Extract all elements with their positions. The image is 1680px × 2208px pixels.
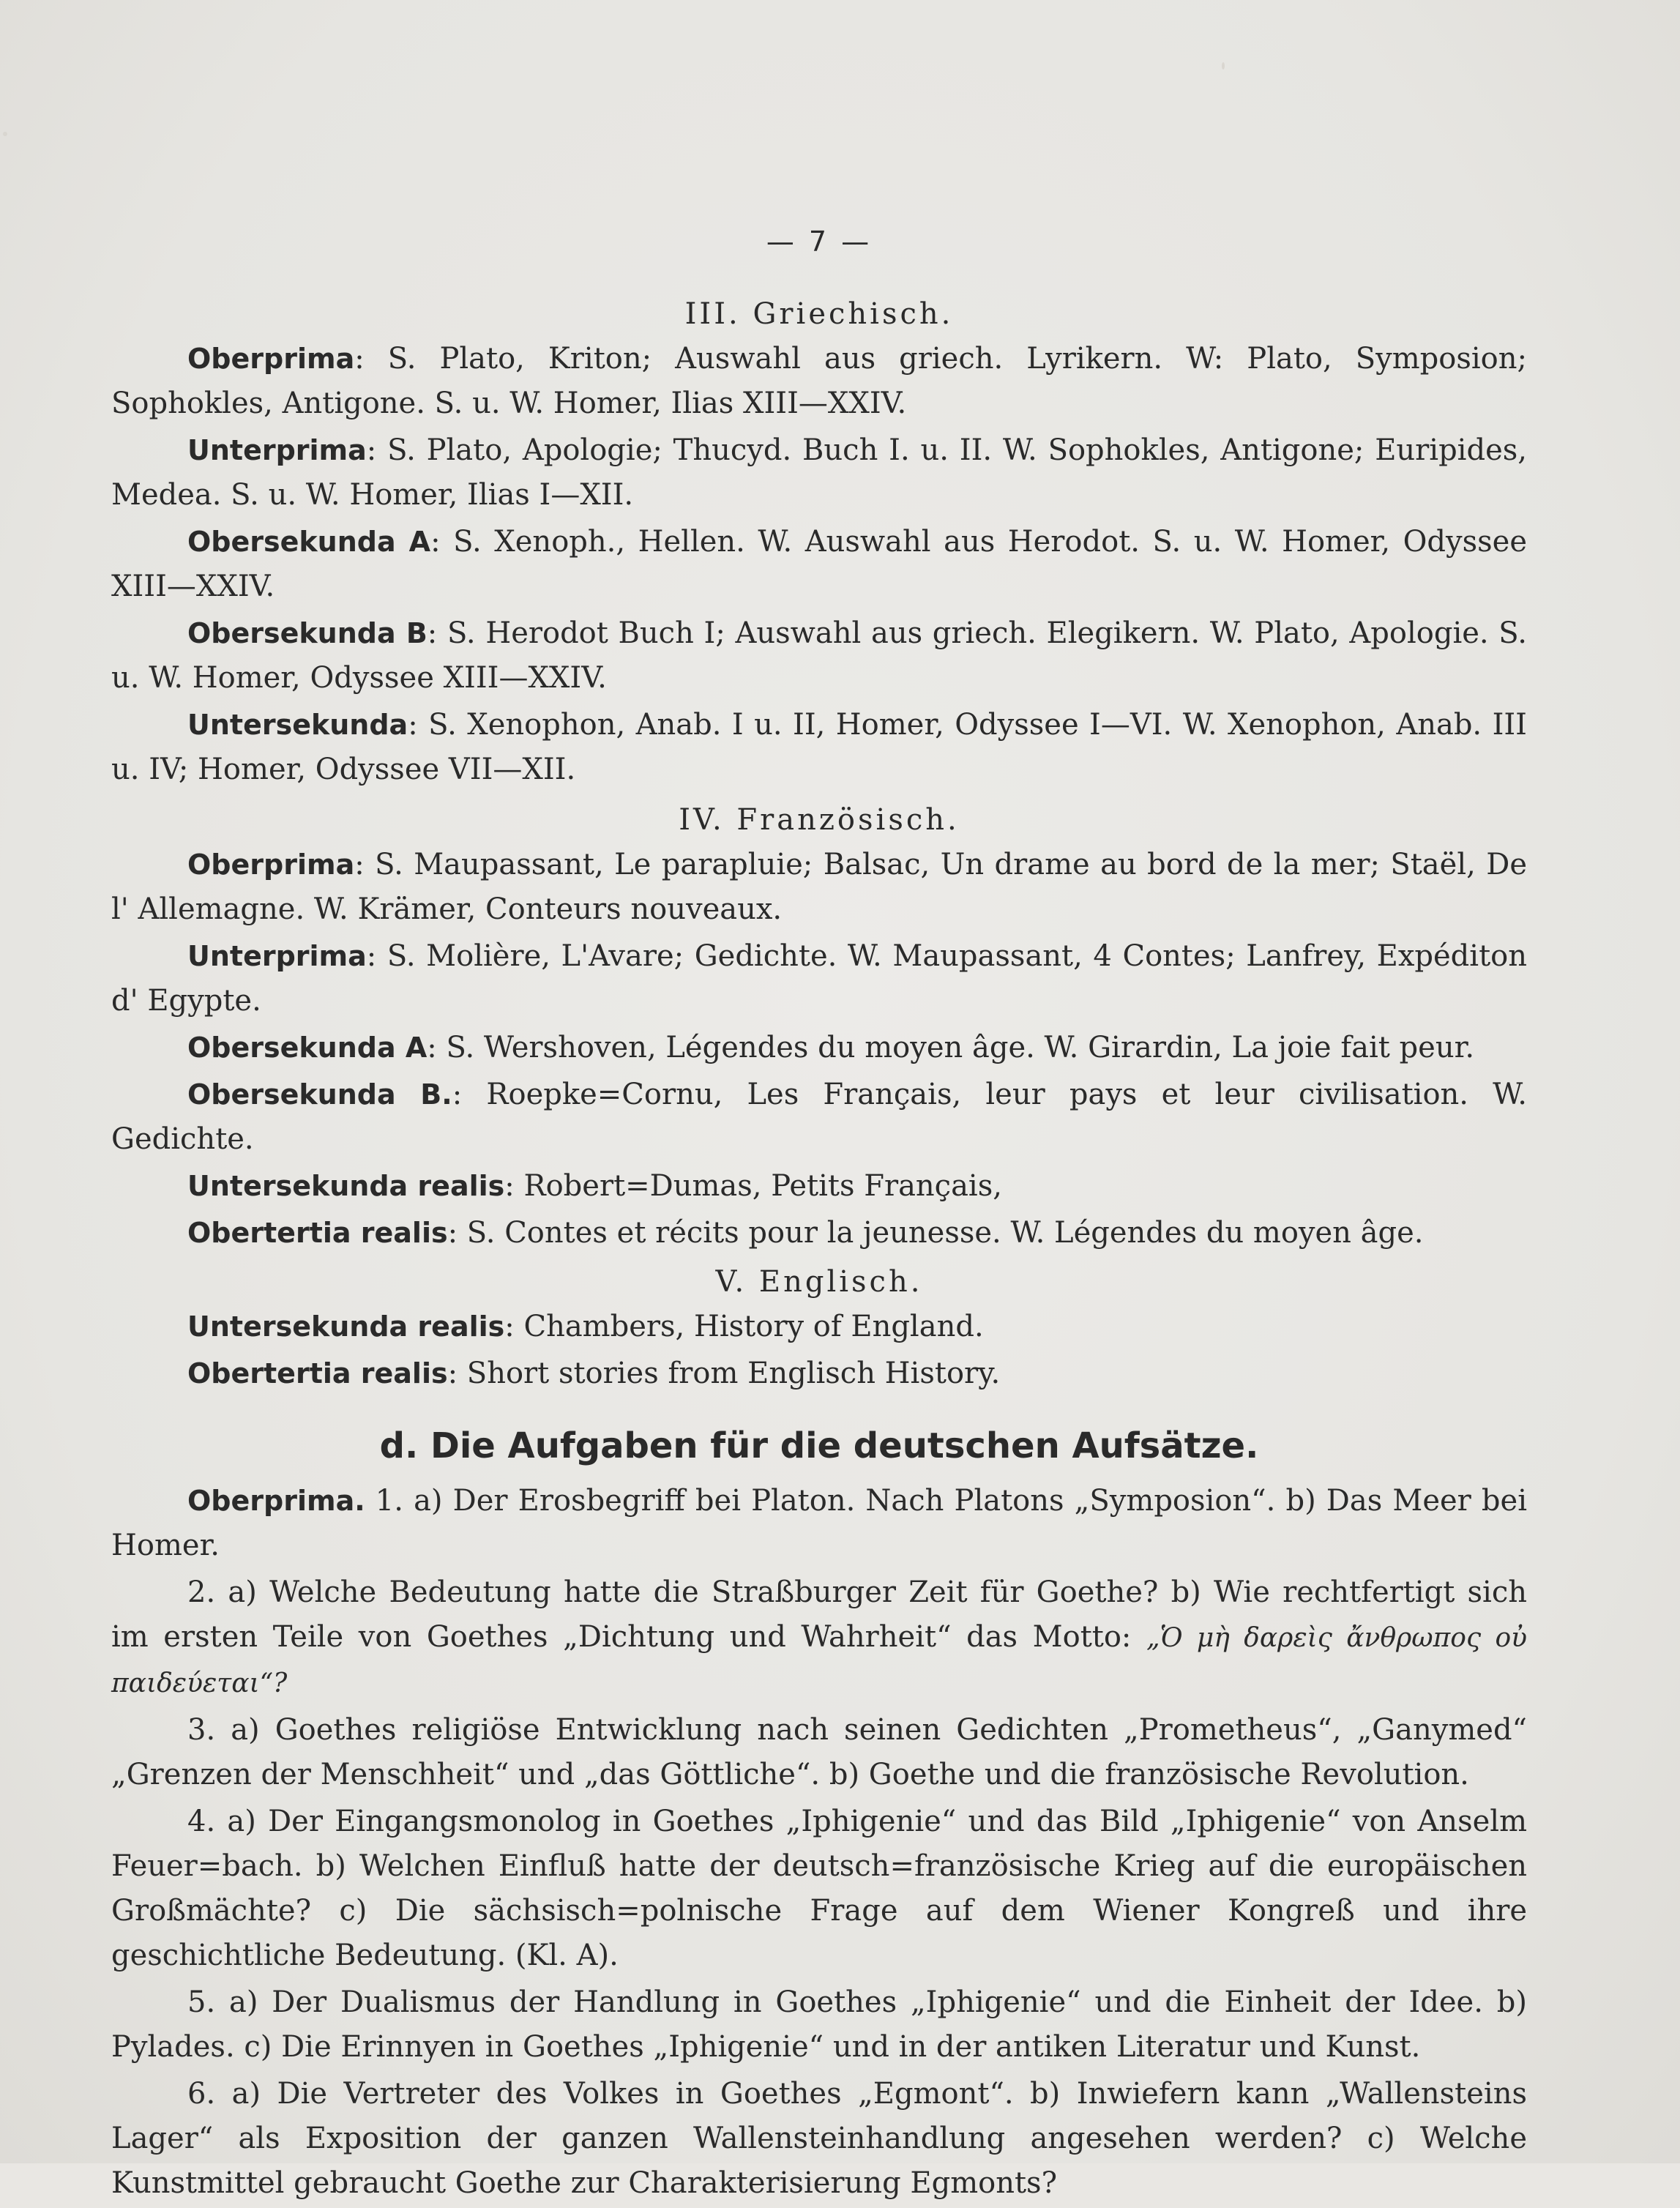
entry: [111, 428, 1527, 518]
entry: [111, 1073, 1527, 1162]
entry-sep: :: [504, 1310, 524, 1343]
paper-speck: [1222, 62, 1225, 70]
essay-text: 3. a) Goethes religiöse Entwicklung nach seinen Gedichten „Prometheus“, „Ganymed“ „Grenzen der Menschheit“ und „das Göttliche“. b) Goethe und die französische Revolution.: [111, 1713, 1527, 1791]
entry-sep: :: [408, 708, 429, 742]
entry: [111, 337, 1527, 426]
page-content: [111, 220, 1527, 2208]
entry-sep: :: [427, 1031, 447, 1064]
greek-motto: „Ὁ μὴ δαρεὶς ἄνθρωπος οὐ παιδεύεται“?: [111, 1623, 1528, 1698]
entry: [111, 1164, 1527, 1209]
entry-sep: :: [504, 1169, 524, 1203]
entry-sep: :: [447, 1216, 467, 1250]
entry-text: S. Xenoph., Hellen. W. Auswahl aus Herodot. S. u. W. Homer, Odyssee XIII—XXIV.: [111, 525, 1527, 603]
entry-text: S. Contes et récits pour la jeunesse. W. Légendes du moyen âge.: [466, 1216, 1424, 1250]
entry-sep: :: [447, 1357, 467, 1390]
entry-sep: :: [452, 1078, 487, 1111]
section-aufsaetze: [111, 1424, 1527, 2206]
section-griechisch: [111, 292, 1527, 792]
essay-text: 5. a) Der Dualismus der Handlung in Goethes „Iphigenie“ und die Einheit der Idee. b) Pylades. c) Die Erinnyen in Goethes „Iphigenie“ und in der antiken Literatur und Kunst.: [111, 1985, 1527, 2064]
entry-text: Robert=Dumas, Petits Français,: [523, 1169, 1002, 1203]
entry-label: Obersekunda A: [187, 526, 431, 558]
essays-label: Oberprima.: [187, 1485, 365, 1517]
essay-text: 1. a) Der Erosbegriff bei Platon. Nach Platons „Symposion“. b) Das Meer bei Homer.: [111, 1484, 1527, 1562]
entry-sep: :: [366, 939, 387, 973]
section-heading: III. Griechisch.: [684, 297, 954, 331]
section-franzoesisch: [111, 798, 1527, 1256]
essay-item: [111, 1570, 1527, 1706]
entry-sep: :: [366, 433, 388, 467]
essay-item: [111, 1980, 1527, 2070]
entry-label: Obertertia realis: [187, 1217, 448, 1249]
entry-label: Unterprima: [187, 434, 367, 466]
entry-label: Obersekunda A: [187, 1032, 428, 1064]
entry-text: S. Molière, L'Avare; Gedichte. W. Maupassant, 4 Contes; Lanfrey, Expéditon d' Egypte.: [111, 939, 1527, 1018]
entry-label: Untersekunda: [187, 709, 408, 741]
entry-label: Obersekunda B: [187, 617, 428, 649]
entry-sep: :: [430, 525, 454, 559]
section-heading: IV. Französisch.: [679, 803, 960, 837]
entry-text: Roepke=Cornu, Les Français, leur pays et leur civilisation. W. Gedichte.: [111, 1078, 1528, 1156]
entry-label: Obersekunda B.: [187, 1078, 452, 1111]
entry: [111, 520, 1527, 609]
entry: [111, 1305, 1527, 1349]
entry-text: S. Plato, Kriton; Auswahl aus griech. Lyrikern. W: Plato, Symposion; Sophokles, Antigone. S. u. W. Homer, Ilias XIII—XXIV.: [111, 342, 1527, 420]
entry-text: Short stories from Englisch History.: [466, 1357, 1001, 1390]
essay-text: 6. a) Die Vertreter des Volkes in Goethes „Egmont“. b) Inwiefern kann „Wallensteins Lager“ als Exposition der ganzen Wallensteinhandlung angesehen werden? c) Welche Kunstmittel gebraucht Goethe zur Charakterisierung Egmonts?: [111, 2077, 1527, 2200]
paper-speck: [3, 132, 7, 136]
entry-text: S. Wershoven, Légendes du moyen âge. W. Girardin, La joie fait peur.: [446, 1031, 1475, 1064]
entry-label: Unterprima: [187, 940, 367, 972]
entry: [111, 934, 1527, 1023]
entry-text: S. Herodot Buch I; Auswahl aus griech. Elegikern. W. Plato, Apologie. S. u. W. Homer, Odyssee XIII—XXIV.: [111, 616, 1527, 695]
entry-label: Oberprima: [187, 848, 355, 881]
entry-sep: :: [354, 848, 376, 881]
entry-label: Oberprima: [187, 343, 355, 375]
entry: [111, 1211, 1527, 1256]
essay-text: 4. a) Der Eingangsmonolog in Goethes „Iphigenie“ und das Bild „Iphigenie“ von Anselm Feuer=bach. b) Welchen Einfluß hatte der deutsch=französische Krieg auf die europäischen Großmächte? c) Die sächsisch=polnische Frage auf dem Wiener Kongreß und ihre geschichtliche Bedeutung. (Kl. A).: [111, 1805, 1527, 1972]
entry-sep: :: [427, 616, 447, 650]
page-number: — 7 —: [766, 225, 873, 258]
essay-item: [111, 1708, 1527, 1797]
entry-label: Obertertia realis: [187, 1357, 448, 1390]
entry-label: Untersekunda realis: [187, 1170, 505, 1202]
entry-label: Untersekunda realis: [187, 1310, 505, 1343]
entry-text: Chambers, History of England.: [523, 1310, 984, 1343]
essay-text: 2. a) Welche Bedeutung hatte die Straßburger Zeit für Goethe? b) Wie rechtfertigt sich im ersten Teile von Goethes „Dichtung und Wahrheit“ das Motto:: [111, 1575, 1527, 1654]
entry: [111, 611, 1527, 701]
entry: [111, 703, 1527, 792]
essay-item: [111, 2072, 1527, 2206]
section-englisch: [111, 1260, 1527, 1396]
entry: [111, 843, 1527, 932]
section-heading: V. Englisch.: [715, 1265, 923, 1299]
entry-sep: :: [354, 342, 388, 376]
essay-item: [111, 1799, 1527, 1978]
entry-text: S. Xenophon, Anab. I u. II, Homer, Odyssee I—VI. W. Xenophon, Anab. III u. IV; Homer, Odyssee VII—XII.: [111, 708, 1527, 786]
essay-item: [111, 1479, 1527, 1568]
entry: [111, 1351, 1527, 1396]
entry-text: S. Maupassant, Le parapluie; Balsac, Un drame au bord de la mer; Staël, De l' Allemagne. W. Krämer, Conteurs nouveaux.: [111, 848, 1527, 926]
entry-text: S. Plato, Apologie; Thucyd. Buch I. u. II. W. Sophokles, Antigone; Euripides, Medea. S. u. W. Homer, Ilias I—XII.: [111, 433, 1527, 512]
essays-heading: d. Die Aufgaben für die deutschen Aufsätze.: [379, 1425, 1259, 1466]
entry: [111, 1026, 1527, 1070]
